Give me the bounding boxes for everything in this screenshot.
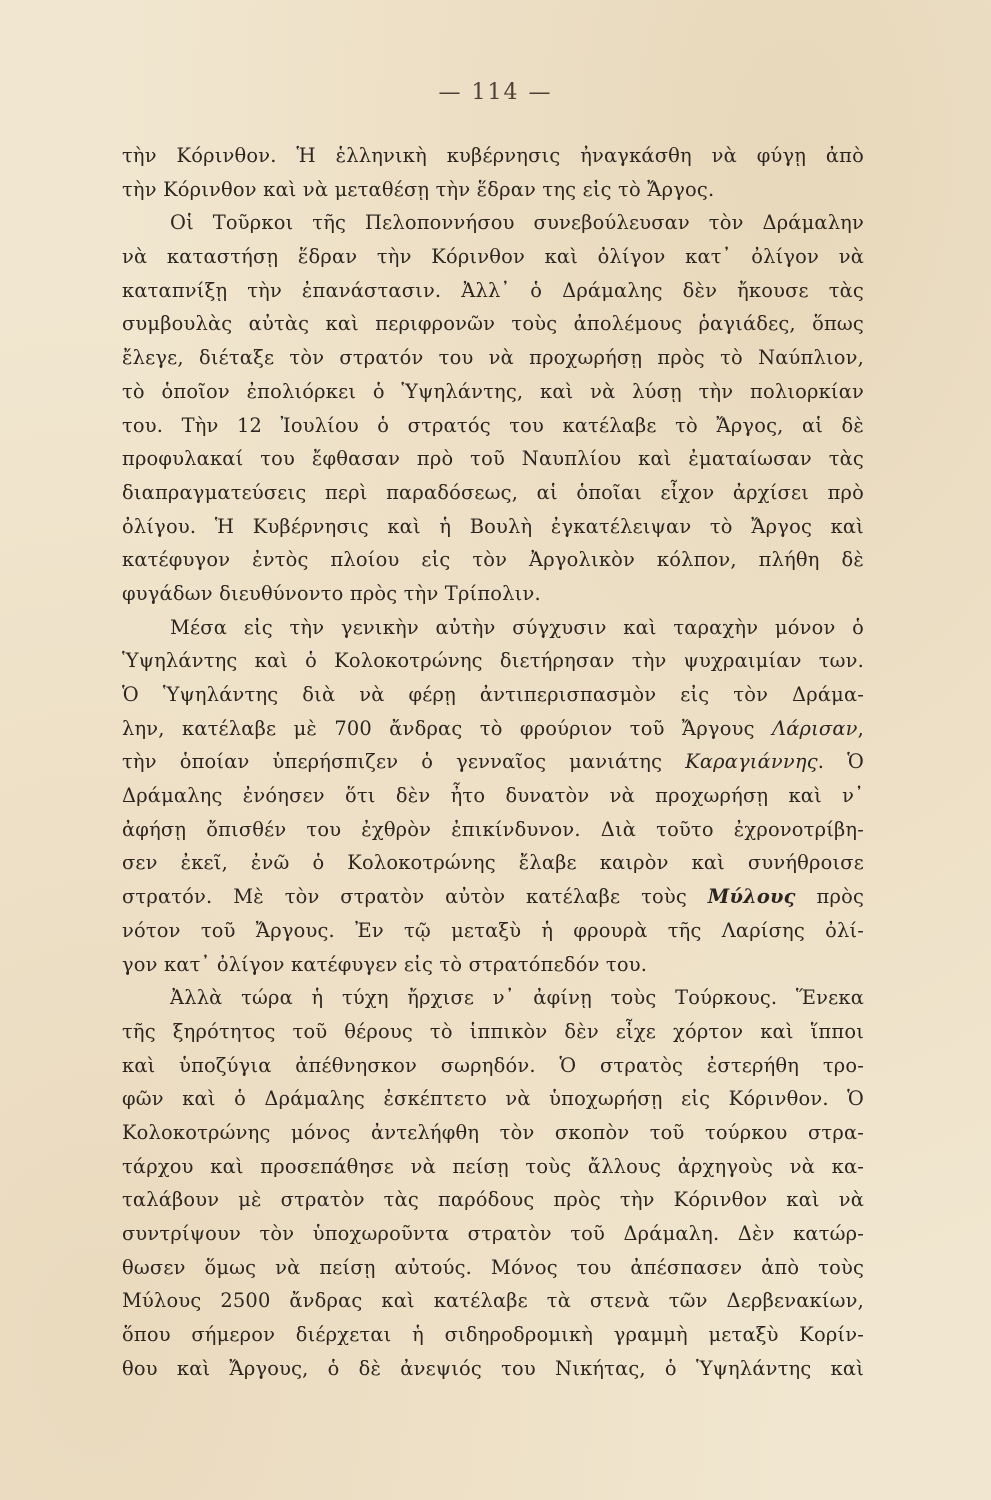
text-line	[122, 139, 864, 173]
text-segment: διαπραγματεύσεις περὶ παραδόσεως, αἱ ὁποῖαι εἶχον ἀρχίσει πρὸ	[122, 480, 864, 504]
text-segment: τὸ ὁποῖον ἐπολιόρκει ὁ Ὑψηλάντης, καὶ νὰ λύσῃ τὴν πολιορκίαν	[122, 379, 864, 403]
text-segment: πρὸς	[795, 885, 864, 909]
text-segment: ταλάβουν μὲ στρατὸν τὰς παρόδους πρὸς τὴν Κόρινθον καὶ νὰ	[122, 1188, 864, 1212]
text-segment: καὶ ὑποζύγια ἀπέθνησκον σωρηδόν. Ὁ στρατὸς ἐστερήθη τρο-	[122, 1053, 864, 1077]
text-line	[122, 1150, 864, 1184]
text-segment: ὅπου σήμερον διέρχεται ἡ σιδηροδρομικὴ γραμμὴ μεταξὺ Κορίν-	[122, 1323, 864, 1347]
text-line	[122, 1217, 864, 1251]
emphasized-word: Λάρισαν	[772, 716, 858, 740]
text-segment: νὰ καταστήσῃ ἕδραν τὴν Κόρινθον καὶ ὀλίγον κατ᾽ ὀλίγον νὰ	[122, 245, 864, 269]
text-line	[122, 712, 864, 746]
text-segment: νότον τοῦ Ἄργους. Ἐν τῷ μεταξὺ ἡ φρουρὰ τῆς Λαρίσης ὀλί-	[122, 918, 864, 942]
page-number: — 114 —	[438, 80, 553, 105]
text-segment: κατέφυγον ἐντὸς πλοίου εἰς τὸν Ἀργολικὸν κόλπον, πλήθη δὲ	[122, 548, 864, 572]
text-segment: Μύλους 2500 ἄνδρας καὶ κατέλαβε τὰ στενὰ τῶν Δερβενακίων,	[122, 1289, 864, 1313]
text-line	[122, 1318, 864, 1352]
text-segment: Ὁ Ὑψηλάντης διὰ νὰ φέρῃ ἀντιπερισπασμὸν εἰς τὸν Δράμα-	[122, 683, 864, 706]
text-segment: ἀφήσῃ ὄπισθέν του ἐχθρὸν ἐπικίνδυνον. Διὰ τοῦτο ἐχρονοτρίβη-	[122, 817, 864, 841]
body-text	[122, 139, 864, 1385]
text-line	[122, 543, 864, 577]
text-segment: καταπνίξῃ τὴν ἐπανάστασιν. Ἀλλ᾽ ὁ Δράμαλης δὲν ἤκουσε τὰς	[122, 278, 864, 302]
text-segment: ,	[857, 716, 864, 740]
text-line	[122, 678, 864, 712]
text-segment: φυγάδων διευθύνοντο πρὸς τὴν Τρίπολιν.	[122, 581, 541, 605]
text-line	[122, 442, 864, 476]
text-segment: τῆς ξηρότητος τοῦ θέρους τὸ ἱππικὸν δὲν εἶχε χόρτον καὶ ἵπποι	[122, 1019, 864, 1043]
text-line	[122, 779, 864, 813]
text-segment: τὴν Κόρινθον. Ἡ ἑλληνικὴ κυβέρνησις ἠναγκάσθη νὰ φύγῃ ἀπὸ	[122, 144, 864, 167]
text-line	[122, 274, 864, 308]
text-line	[122, 577, 864, 611]
text-line	[122, 1082, 864, 1116]
text-segment: . Ὁ	[817, 750, 864, 774]
text-segment: προφυλακαί του ἔφθασαν πρὸ τοῦ Ναυπλίου καὶ ἐματαίωσαν τὰς	[122, 447, 864, 471]
emphasized-word: Μύλους	[707, 885, 796, 909]
text-line	[122, 173, 864, 207]
text-segment: στρατόν. Μὲ τὸν στρατὸν αὐτὸν κατέλαβε τοὺς	[122, 885, 708, 909]
text-segment: του. Τὴν 12 Ἰουλίου ὁ στρατός του κατέλαβε τὸ Ἄργος, αἱ δὲ	[122, 413, 864, 437]
text-line	[122, 1116, 864, 1150]
text-line	[122, 644, 864, 678]
text-line	[122, 914, 864, 948]
text-line	[122, 307, 864, 341]
text-segment: Οἱ Τοῦρκοι τῆς Πελοποννήσου συνεβούλευσαν τὸν Δράμαλην	[170, 211, 864, 235]
text-line	[122, 1015, 864, 1049]
text-line	[122, 240, 864, 274]
text-line	[122, 1049, 864, 1083]
text-line	[122, 409, 864, 443]
text-line	[122, 206, 864, 240]
text-line	[122, 476, 864, 510]
text-line	[122, 1183, 864, 1217]
text-line	[122, 1251, 864, 1285]
text-line	[122, 880, 864, 914]
text-line	[122, 745, 864, 779]
text-segment: θωσεν ὅμως νὰ πείσῃ αὐτούς. Μόνος του ἀπέσπασεν ἀπὸ τοὺς	[122, 1255, 864, 1279]
text-segment: συμβουλὰς αὐτὰς καὶ περιφρονῶν τοὺς ἀπολέμους ῥαγιάδες, ὅπως	[122, 312, 864, 336]
text-line	[122, 981, 864, 1015]
text-segment: ὀλίγου. Ἡ Κυβέρνησις καὶ ἡ Βουλὴ ἐγκατέλειψαν τὸ Ἄργος καὶ	[122, 514, 864, 538]
text-segment: λην, κατέλαβε μὲ 700 ἄνδρας τὸ φρούριον τοῦ Ἄργους	[122, 716, 772, 740]
text-segment: τὴν Κόρινθον καὶ νὰ μεταθέσῃ τὴν ἕδραν της εἰς τὸ Ἄργος.	[122, 177, 715, 201]
text-segment: Κολοκοτρώνης μόνος ἀντελήφθη τὸν σκοπὸν τοῦ τούρκου στρα-	[122, 1120, 864, 1144]
text-line	[122, 611, 864, 645]
text-segment: γον κατ᾽ ὀλίγον κατέφυγεν εἰς τὸ στρατόπεδόν του.	[122, 952, 648, 976]
text-segment: Δράμαλης ἐνόησεν ὅτι δὲν ἦτο δυνατὸν νὰ προχωρήσῃ καὶ ν᾽	[122, 784, 864, 808]
text-line	[122, 1284, 864, 1318]
text-segment: ἔλεγε, διέταξε τὸν στρατόν του νὰ προχωρήσῃ πρὸς τὸ Ναύπλιον,	[122, 346, 864, 370]
text-line	[122, 948, 864, 982]
text-line	[122, 341, 864, 375]
text-segment: φῶν καὶ ὁ Δράμαλης ἐσκέπτετο νὰ ὑποχωρήσῃ εἰς Κόρινθον. Ὁ	[122, 1087, 864, 1111]
text-line	[122, 1352, 864, 1386]
text-segment: τάρχου καὶ προσεπάθησε νὰ πείσῃ τοὺς ἄλλους ἀρχηγοὺς νὰ κα-	[122, 1154, 864, 1178]
text-segment: Μέσα εἰς τὴν γενικὴν αὐτὴν σύγχυσιν καὶ ταραχὴν μόνον ὁ	[170, 615, 864, 639]
text-segment: συντρίψουν τὸν ὑποχωροῦντα στρατὸν τοῦ Δράμαλη. Δὲν κατώρ-	[122, 1222, 864, 1245]
text-line	[122, 375, 864, 409]
text-segment: Ὑψηλάντης καὶ ὁ Κολοκοτρώνης διετήρησαν τὴν ψυχραιμίαν των.	[122, 649, 864, 673]
text-line	[122, 846, 864, 880]
text-segment: θου καὶ Ἄργους, ὁ δὲ ἀνεψιός του Νικήτας, ὁ Ὑψηλάντης καὶ	[122, 1356, 864, 1380]
text-line	[122, 510, 864, 544]
text-segment: Ἀλλὰ τώρα ἡ τύχη ἤρχισε ν᾽ ἀφίνῃ τοὺς Τούρκους. Ἕνεκα	[170, 986, 864, 1010]
emphasized-word: Καραγιάννης	[685, 750, 818, 774]
text-line	[122, 813, 864, 847]
text-segment: σεν ἐκεῖ, ἐνῶ ὁ Κολοκοτρώνης ἔλαβε καιρὸν καὶ συνήθροισε	[122, 851, 864, 875]
text-segment: τὴν ὁποίαν ὑπερήσπιζεν ὁ γενναῖος μανιάτης	[122, 750, 686, 774]
